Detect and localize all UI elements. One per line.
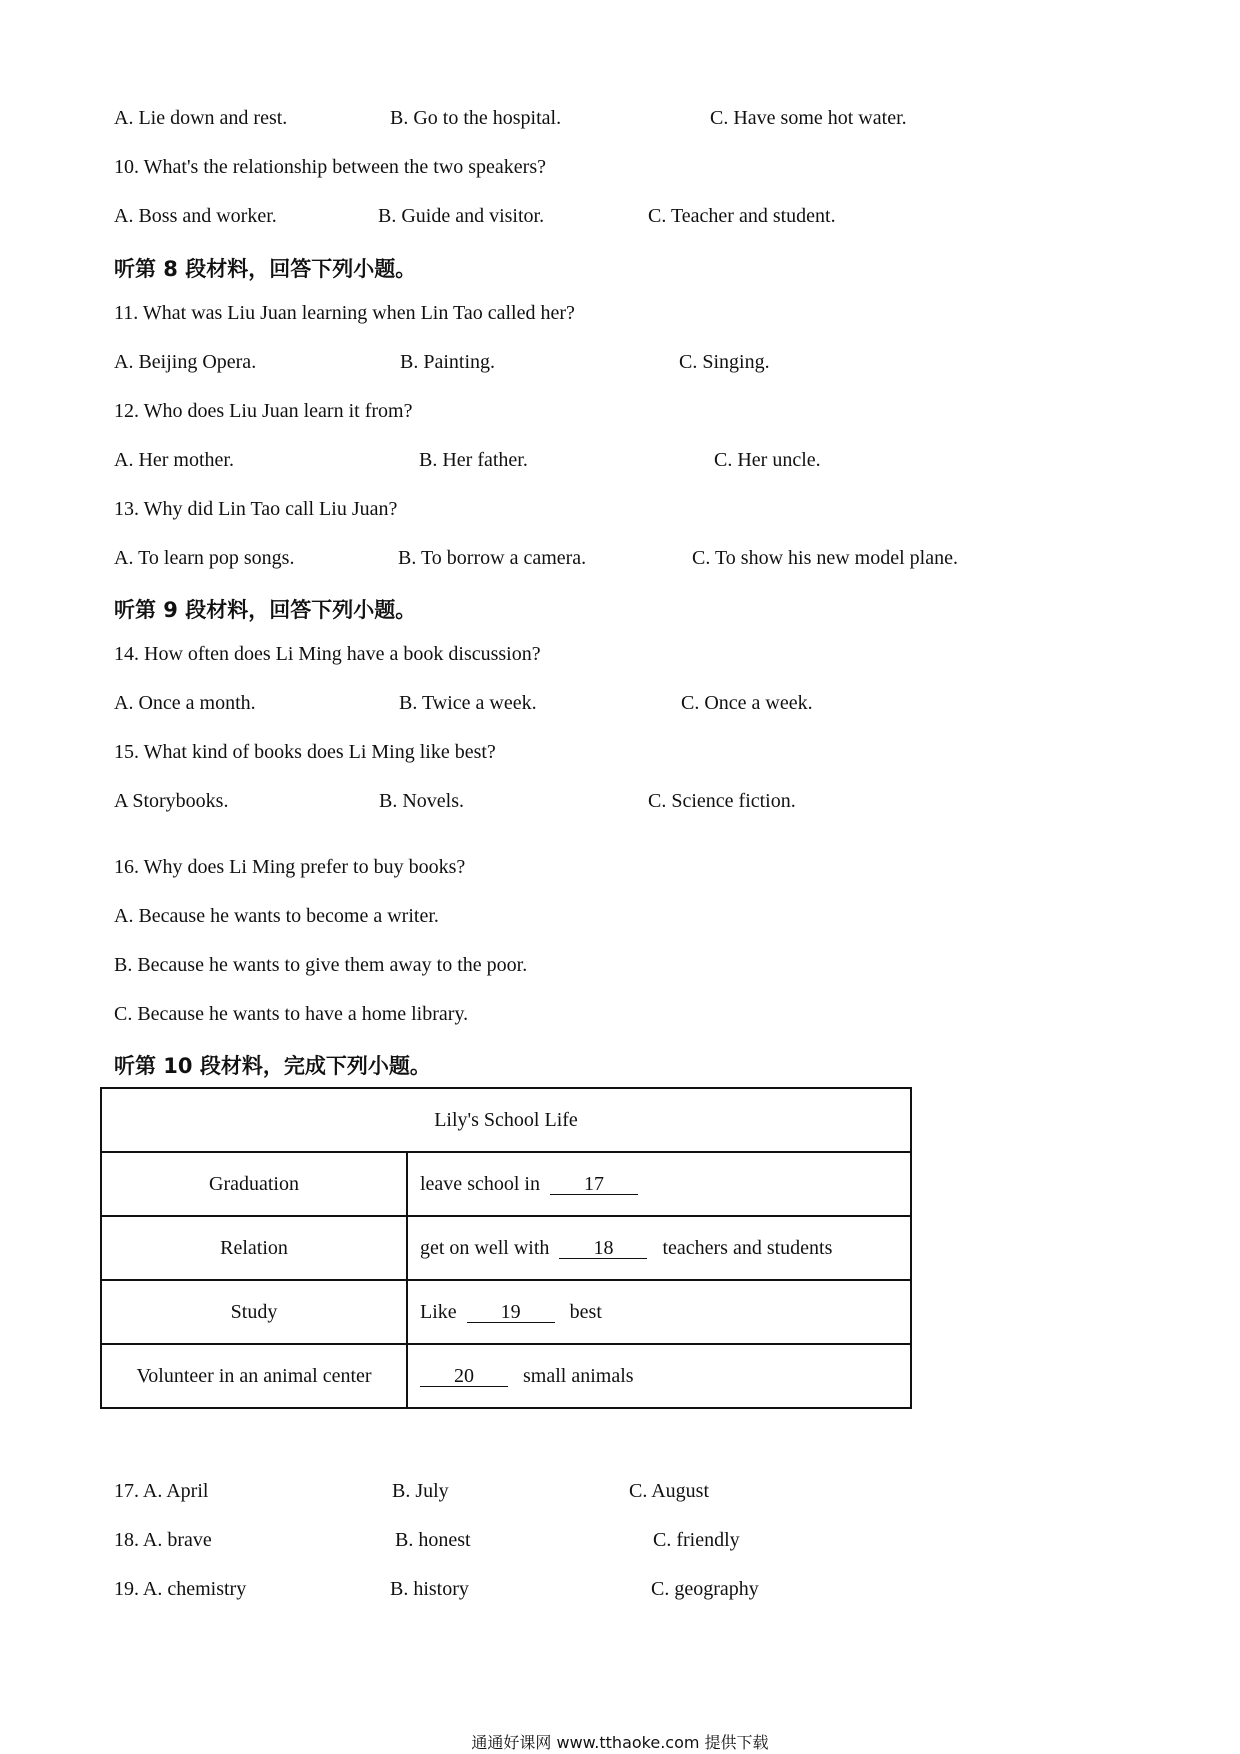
- question-14: 14. How often does Li Ming have a book discussion?: [114, 643, 541, 665]
- value-prefix: leave school in: [420, 1172, 540, 1195]
- table-row: [101, 1344, 911, 1408]
- value-prefix: get on well with: [420, 1236, 550, 1259]
- q10-option-a: A. Boss and worker.: [114, 205, 277, 227]
- row-value-study: [407, 1280, 911, 1344]
- q18-option-a: 18. A. brave: [114, 1529, 212, 1551]
- row-value-volunteer: [407, 1344, 911, 1408]
- q19-option-b: B. history: [390, 1578, 469, 1600]
- q11-option-c: C. Singing.: [679, 351, 770, 373]
- q12-option-c: C. Her uncle.: [714, 449, 821, 471]
- q12-option-b: B. Her father.: [419, 449, 528, 471]
- question-13: 13. Why did Lin Tao call Liu Juan?: [114, 498, 398, 520]
- row-value-relation: [407, 1216, 911, 1280]
- q12-option-a: A. Her mother.: [114, 449, 234, 471]
- q13-option-c: C. To show his new model plane.: [692, 547, 958, 569]
- q15-option-c: C. Science fiction.: [648, 790, 796, 812]
- q18-option-c: C. friendly: [653, 1529, 740, 1551]
- question-10: 10. What's the relationship between the two speakers?: [114, 156, 546, 178]
- q17-option-a: 17. A. April: [114, 1480, 209, 1502]
- value-prefix: Like: [420, 1300, 457, 1323]
- q10-option-c: C. Teacher and student.: [648, 205, 836, 227]
- q16-option-c: C. Because he wants to have a home library.: [114, 1003, 469, 1025]
- row-label-volunteer: Volunteer in an animal center: [101, 1344, 407, 1408]
- value-suffix: small animals: [523, 1364, 634, 1387]
- question-12: 12. Who does Liu Juan learn it from?: [114, 400, 413, 422]
- section-8-heading: 听第 8 段材料，回答下列小题。: [114, 257, 417, 281]
- section-10-heading: 听第 10 段材料，完成下列小题。: [114, 1054, 431, 1078]
- answer-blank-20[interactable]: 20: [420, 1366, 508, 1387]
- value-suffix: best: [569, 1300, 602, 1323]
- row-label-relation: Relation: [101, 1216, 407, 1280]
- q14-option-b: B. Twice a week.: [399, 692, 537, 714]
- q11-option-a: A. Beijing Opera.: [114, 351, 257, 373]
- q13-option-a: A. To learn pop songs.: [114, 547, 295, 569]
- row-value-graduation: [407, 1152, 911, 1216]
- table-row: [101, 1280, 911, 1344]
- question-16: 16. Why does Li Ming prefer to buy books?: [114, 856, 466, 878]
- answer-blank-17[interactable]: 17: [550, 1174, 638, 1195]
- q17-option-b: B. July: [392, 1480, 449, 1502]
- q14-option-a: A. Once a month.: [114, 692, 256, 714]
- table-row: [101, 1216, 911, 1280]
- row-label-graduation: Graduation: [101, 1152, 407, 1216]
- answer-blank-19[interactable]: 19: [467, 1302, 555, 1323]
- section-9-heading: 听第 9 段材料，回答下列小题。: [114, 598, 417, 622]
- q16-option-a: A. Because he wants to become a writer.: [114, 905, 439, 927]
- question-11: 11. What was Liu Juan learning when Lin Tao called her?: [114, 302, 575, 324]
- q19-option-a: 19. A. chemistry: [114, 1578, 247, 1600]
- question-15: 15. What kind of books does Li Ming like best?: [114, 741, 496, 763]
- table-title: Lily's School Life: [101, 1088, 911, 1152]
- value-suffix: teachers and students: [662, 1236, 833, 1259]
- q10-option-b: B. Guide and visitor.: [378, 205, 545, 227]
- q9-option-a: A. Lie down and rest.: [114, 107, 288, 129]
- table-title-row: [101, 1088, 911, 1152]
- q16-option-b: B. Because he wants to give them away to the poor.: [114, 954, 528, 976]
- row-label-study: Study: [101, 1280, 407, 1344]
- q9-option-b: B. Go to the hospital.: [390, 107, 562, 129]
- school-life-table: [100, 1087, 912, 1409]
- q17-option-c: C. August: [629, 1480, 710, 1502]
- q19-option-c: C. geography: [651, 1578, 759, 1600]
- answer-blank-18[interactable]: 18: [559, 1238, 647, 1259]
- q15-option-a: A Storybooks.: [114, 790, 229, 812]
- q18-option-b: B. honest: [395, 1529, 471, 1551]
- footer-source: 通通好课网 www.tthaoke.com 提供下载: [471, 1733, 769, 1752]
- q11-option-b: B. Painting.: [400, 351, 496, 373]
- q9-option-c: C. Have some hot water.: [710, 107, 907, 129]
- q15-option-b: B. Novels.: [379, 790, 464, 812]
- q14-option-c: C. Once a week.: [681, 692, 813, 714]
- table-row: [101, 1152, 911, 1216]
- q13-option-b: B. To borrow a camera.: [398, 547, 587, 569]
